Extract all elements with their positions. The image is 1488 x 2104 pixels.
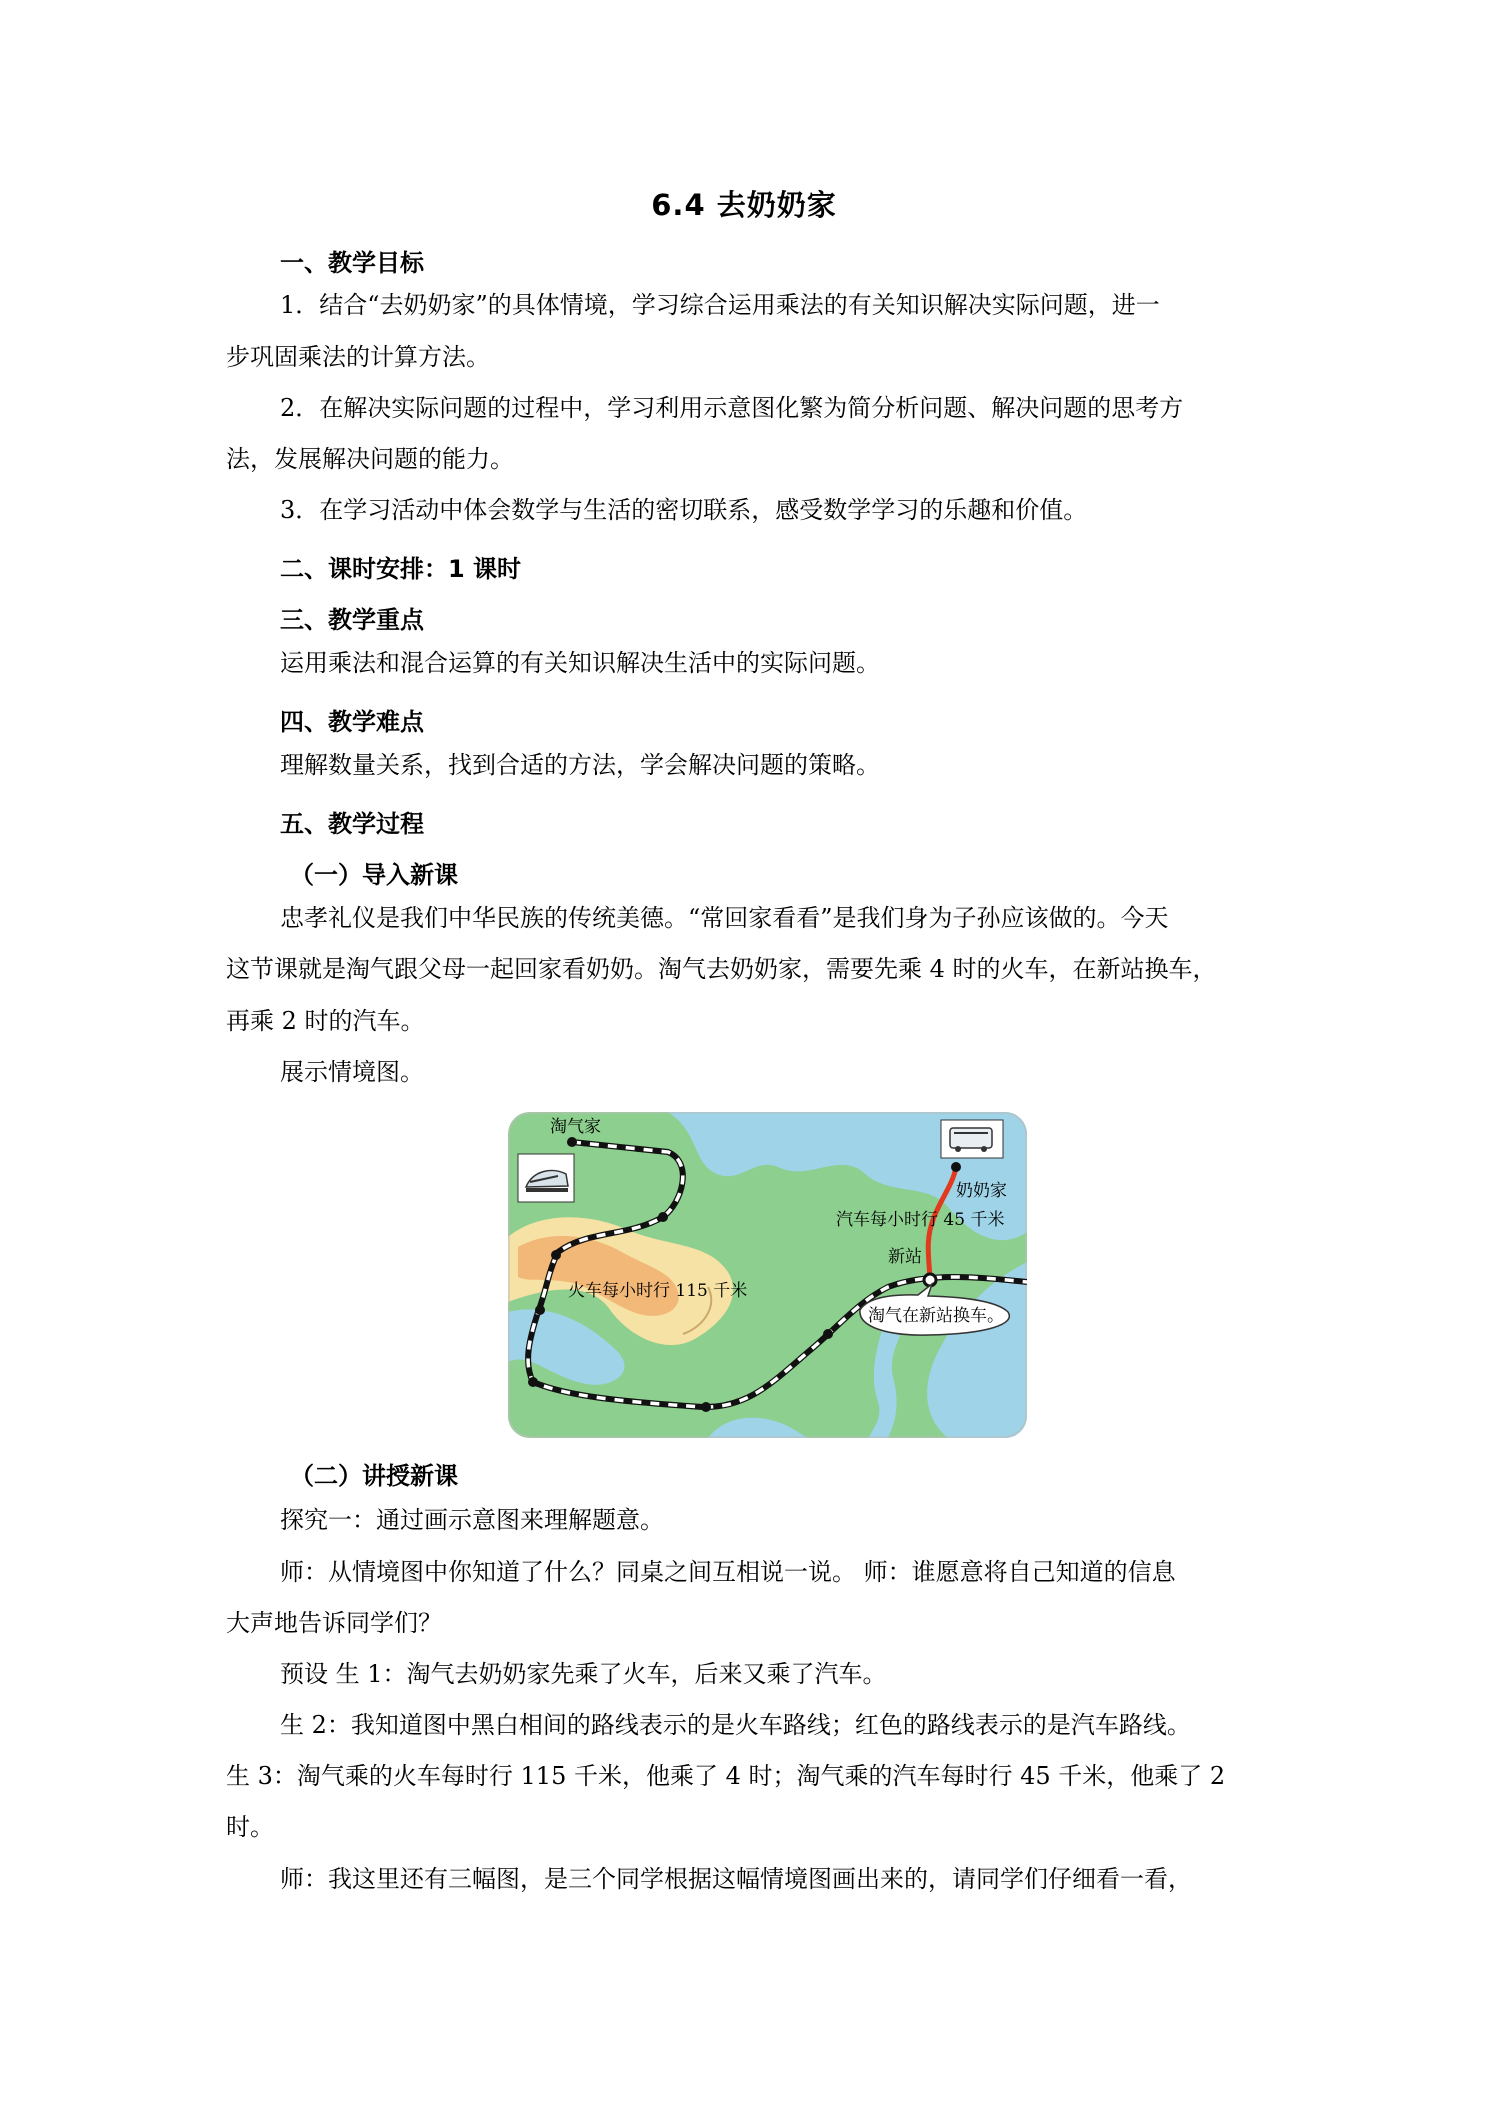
goal-1-line-1: 1．结合“去奶奶家”的具体情境，学习综合运用乘法的有关知识解决实际问题，进一 (280, 291, 1160, 319)
show-map-text: 展示情境图。 (280, 1058, 424, 1086)
teacher-line-1: 师：从情境图中你知道了什么？同桌之间互相说一说。 师：谁愿意将自己知道的信息 (280, 1558, 1176, 1586)
label-bus-speed: 汽车每小时行 45 千米 (836, 1210, 1005, 1230)
key-points-text: 运用乘法和混合运算的有关知识解决生活中的实际问题。 (280, 649, 880, 677)
station-3 (535, 1305, 545, 1315)
station-1 (658, 1212, 668, 1222)
label-grandma: 奶奶家 (956, 1181, 1007, 1201)
teacher-line-3: 师：我这里还有三幅图，是三个同学根据这幅情境图画出来的，请同学们仔细看一看， (280, 1865, 1192, 1893)
label-bubble: 淘气在新站换车。 (868, 1306, 1004, 1326)
label-home: 淘气家 (550, 1117, 601, 1137)
section-heading-goals: 一、教学目标 (280, 249, 424, 277)
student-3-line-1: 生 3：淘气乘的火车每时行 115 千米，他乘了 4 时；淘气乘的汽车每时行 45 千米，他乘了 2 (226, 1762, 1226, 1790)
station-6 (823, 1329, 833, 1339)
train-icon (518, 1154, 574, 1202)
station-5 (701, 1402, 711, 1412)
student-1-text: 预设 生 1：淘气去奶奶家先乘了火车，后来又乘了汽车。 (280, 1660, 887, 1688)
section-heading-schedule: 二、课时安排：1 课时 (280, 555, 522, 583)
intro-line-1: 忠孝礼仪是我们中华民族的传统美德。“常回家看看”是我们身为子孙应该做的。今天 (280, 904, 1169, 932)
bus-icon (941, 1120, 1003, 1158)
lesson-title: 6.4 去奶奶家 (651, 188, 837, 222)
goal-2-line-2: 法，发展解决问题的能力。 (226, 445, 514, 473)
section-heading-process: 五、教学过程 (280, 810, 424, 838)
goal-1-line-2: 步巩固乘法的计算方法。 (226, 343, 490, 371)
situation-map (508, 1112, 1027, 1438)
goal-3: 3．在学习活动中体会数学与生活的密切联系，感受数学学习的乐趣和价值。 (280, 496, 1088, 524)
station-2 (551, 1250, 561, 1260)
section-heading-difficulties: 四、教学难点 (280, 708, 424, 736)
label-new-station: 新站 (888, 1247, 922, 1267)
subheading-intro: （一）导入新课 (290, 861, 458, 889)
station-4 (528, 1377, 538, 1387)
teacher-line-2: 大声地告诉同学们？ (226, 1609, 442, 1637)
goal-2-line-1: 2．在解决实际问题的过程中，学习利用示意图化繁为简分析问题、解决问题的思考方 (280, 394, 1184, 422)
difficulties-text: 理解数量关系，找到合适的方法，学会解决问题的策略。 (280, 751, 880, 779)
student-3-line-2: 时。 (226, 1813, 274, 1841)
subheading-teaching: （二）讲授新课 (290, 1462, 458, 1490)
explore-1-text: 探究一：通过画示意图来理解题意。 (280, 1506, 664, 1534)
intro-line-3: 再乘 2 时的汽车。 (226, 1007, 425, 1035)
situation-map-graphic (508, 1112, 1027, 1438)
station-new (924, 1274, 936, 1286)
student-2-text: 生 2：我知道图中黑白相间的路线表示的是火车路线；红色的路线表示的是汽车路线。 (280, 1711, 1191, 1739)
station-home (567, 1137, 577, 1147)
section-heading-key-points: 三、教学重点 (280, 606, 424, 634)
label-train-speed: 火车每小时行 115 千米 (568, 1281, 748, 1301)
station-grandma (951, 1162, 961, 1172)
intro-line-2: 这节课就是淘气跟父母一起回家看奶奶。淘气去奶奶家，需要先乘 4 时的火车，在新站换车， (226, 955, 1217, 983)
